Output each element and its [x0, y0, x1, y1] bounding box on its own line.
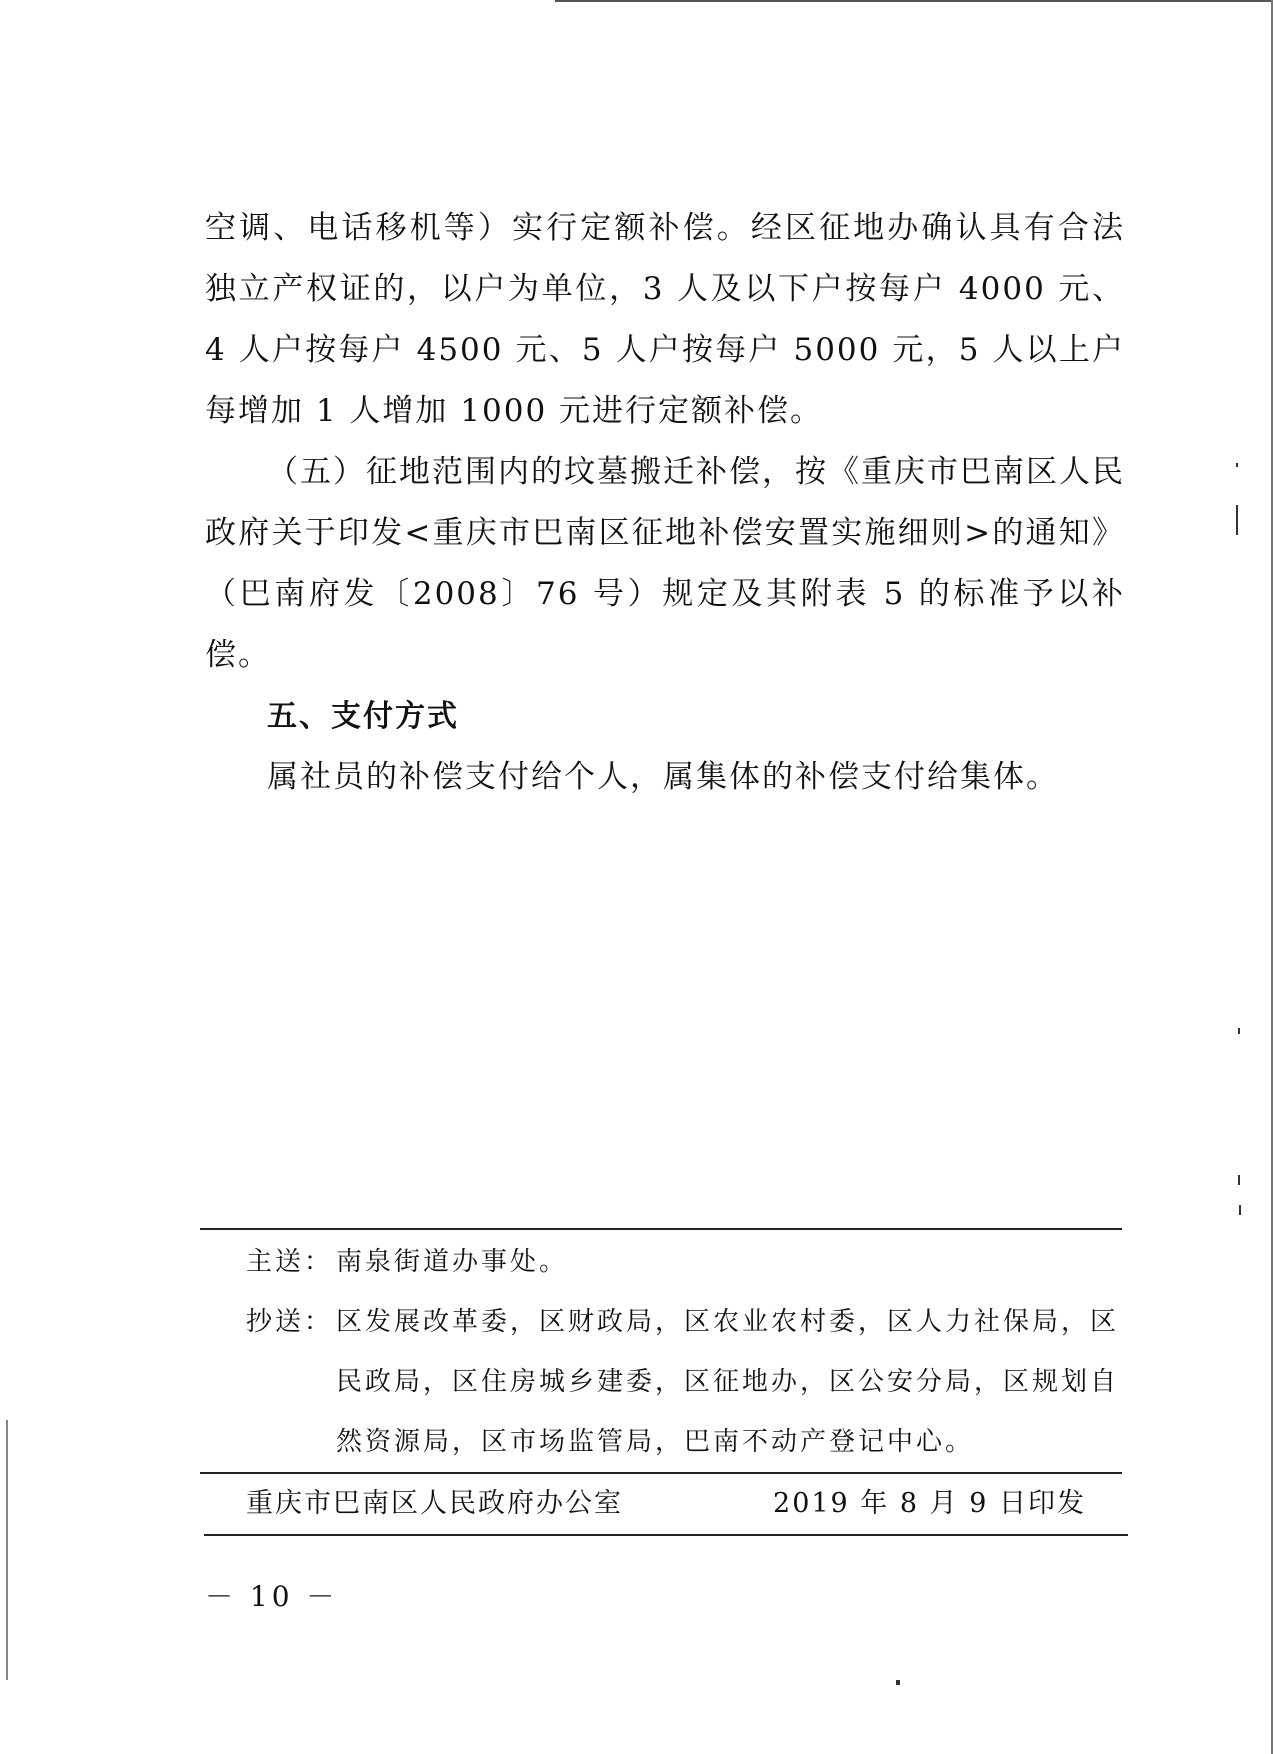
issuance-line — [246, 1476, 1086, 1532]
issuer-name: 重庆市巴南区人民政府办公室 — [246, 1488, 623, 1519]
body-text — [205, 198, 1125, 808]
scan-speck — [6, 1420, 8, 1680]
footer-top-rule — [200, 1472, 1122, 1474]
cc-recipients-label: 抄送： — [246, 1307, 334, 1337]
scan-speck — [1236, 505, 1238, 535]
paragraph-payment-method: 属社员的补偿支付给个人，属集体的补偿支付给集体。 — [267, 759, 1059, 795]
scan-speck — [1236, 463, 1238, 467]
main-recipient-label: 主送： — [246, 1247, 334, 1277]
scan-speck — [1238, 1175, 1240, 1185]
paragraph-fixed-compensation: 空调、电话移机等）实行定额补偿。经区征地办确认具有合法独立产权证的，以户为单位，3 人及以下户按每户 4000 元、4 人户按每户 4500 元、5 人户按每户 5000 元，5 人以上户每增加 1 人增加 1000 元进行定额补偿。 — [205, 210, 1125, 429]
scan-speck — [1238, 1028, 1240, 1034]
scan-speck — [896, 1680, 900, 1685]
section-heading-payment-method: 五、支付方式 — [267, 699, 459, 734]
scan-top-edge — [555, 0, 1273, 2]
distribution-top-rule — [200, 1228, 1122, 1230]
cc-recipients-value: 区发展改革委，区财政局，区农业农村委，区人力社保局，区民政局，区住房城乡建委，区征地办，区公安分局，区规划自然资源局，区市场监管局，巴南不动产登记中心。 — [336, 1307, 1120, 1457]
scan-speck — [1239, 1205, 1241, 1215]
main-recipient-row — [246, 1232, 1126, 1292]
distribution-block — [246, 1232, 1126, 1472]
cc-recipients-row — [246, 1292, 1126, 1472]
issue-date: 2019 年 8 月 9 日印发 — [773, 1488, 1086, 1519]
footer-bottom-rule — [204, 1534, 1128, 1536]
main-recipient-value: 南泉街道办事处。 — [336, 1247, 569, 1277]
paragraph-grave-relocation: （五）征地范围内的坟墓搬迁补偿，按《重庆市巴南区人民政府关于印发<重庆市巴南区征地补偿安置实施细则>的通知》（巴南府发〔2008〕76 号）规定及其附表 5 的标准予以补偿。 — [205, 454, 1125, 673]
page-number: － 10 － — [205, 1580, 339, 1613]
